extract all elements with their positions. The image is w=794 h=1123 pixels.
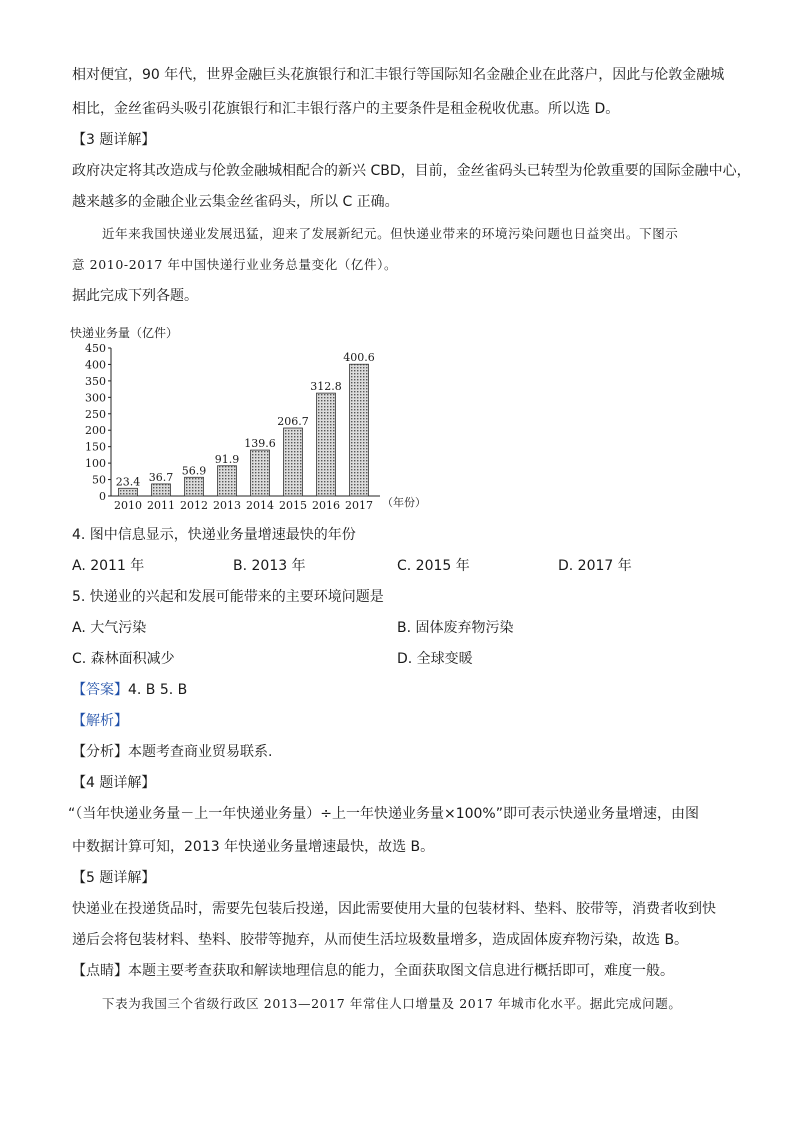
y-tick-label: 100 — [85, 457, 106, 471]
answer-text: 4. B 5. B — [128, 682, 188, 698]
analysis-heading: 【解析】 — [72, 713, 128, 729]
x-tick-label: 2017 — [345, 499, 373, 512]
x-tick-label: 2010 — [114, 499, 142, 512]
section-heading: 【5 题详解】 — [72, 870, 156, 886]
y-tick-label: 50 — [92, 473, 106, 487]
y-tick-label: 200 — [85, 424, 106, 438]
fenxi-text: 本题考查商业贸易联系. — [128, 744, 273, 760]
answer-line — [72, 681, 187, 699]
section-heading: 【4 题详解】 — [72, 775, 156, 791]
q5-option-d[interactable]: D. 全球变暖 — [397, 651, 473, 667]
y-tick-label: 150 — [85, 440, 106, 454]
q5-option-a[interactable]: A. 大气污染 — [72, 620, 147, 636]
fenxi-label: 【分析】 — [72, 744, 128, 760]
x-tick-label: 2014 — [246, 499, 274, 512]
section-heading: 【3 题详解】 — [72, 132, 156, 148]
q5-option-c[interactable]: C. 森林面积减少 — [72, 651, 175, 667]
y-tick-label: 0 — [99, 490, 106, 503]
y-tick-label: 300 — [85, 391, 106, 405]
instruction: 据此完成下列各题。 — [72, 288, 198, 304]
answer-label: 【答案】 — [72, 682, 128, 698]
x-tick-label: 2011 — [147, 499, 175, 512]
q4-option-d[interactable]: D. 2017 年 — [558, 558, 632, 574]
bar-value-label: 91.9 — [214, 452, 240, 466]
dianjing-text: 本题主要考查获取和解读地理信息的能力，全面获取图文信息进行概括即可，难度一般。 — [128, 963, 674, 979]
y-tick-label: 400 — [85, 358, 106, 372]
paragraph-line: 相比，金丝雀码头吸引花旗银行和汇丰银行落户的主要条件是租金税收优惠。所以选 D。 — [72, 101, 620, 117]
bar-2010 — [119, 488, 138, 496]
q4-option-c[interactable]: C. 2015 年 — [397, 558, 470, 574]
question-4-stem: 4. 图中信息显示，快递业务量增速最快的年份 — [72, 527, 356, 543]
y-tick-label: 450 — [85, 342, 106, 355]
dianjing-line — [72, 962, 674, 980]
x-tick-label: 2012 — [180, 499, 208, 512]
dianjing-label: 【点睛】 — [72, 963, 128, 979]
paragraph-line: 越来越多的金融企业云集金丝雀码头，所以 C 正确。 — [72, 194, 399, 210]
paragraph-line: 政府决定将其改造成与伦敦金融城相配合的新兴 CBD，目前，金丝雀码头已转型为伦敦重要的国际金融中心， — [72, 163, 751, 179]
footer-line: 下表为我国三个省级行政区 2013—2017 年常住人口增量及 2017 年城市化水平。据此完成问题。 — [102, 996, 682, 1011]
bar-2011 — [152, 484, 171, 496]
y-tick-label: 250 — [85, 407, 106, 421]
x-tick-label: 2015 — [279, 499, 307, 512]
bar-2014 — [251, 450, 270, 496]
paragraph-line: 相对便宜，90 年代，世界金融巨头花旗银行和汇丰银行等国际知名金融企业在此落户，因此与伦敦金融城 — [72, 67, 725, 83]
y-axis-label: 快递业务量（亿件） — [70, 326, 179, 340]
paragraph-line: “（当年快递业务量－上一年快递业务量）÷上一年快递业务量×100%”即可表示快递业务量增速，由图 — [68, 806, 699, 822]
q4-option-b[interactable]: B. 2013 年 — [233, 558, 306, 574]
q4-option-a[interactable]: A. 2011 年 — [72, 558, 145, 574]
bar-value-label: 400.6 — [343, 351, 375, 365]
bar-chart — [66, 322, 446, 518]
bar-value-label: 36.7 — [148, 470, 174, 484]
paragraph-line: 中数据计算可知，2013 年快递业务量增速最快，故选 B。 — [72, 839, 435, 855]
intro-line: 意 2010-2017 年中国快递行业业务总量变化（亿件）。 — [72, 257, 398, 272]
x-tick-label: 2016 — [312, 499, 340, 512]
bar-value-label: 206.7 — [277, 415, 309, 429]
analysis-fenxi — [72, 743, 272, 761]
paragraph-line: 快递业在投递货品时，需要先包装后投递，因此需要使用大量的包装材料、垫料、胶带等，消费者收到快 — [72, 901, 716, 917]
bar-2015 — [284, 428, 303, 496]
x-axis-label: （年份） — [382, 496, 426, 509]
bar-2017 — [350, 364, 369, 496]
question-5-stem: 5. 快递业的兴起和发展可能带来的主要环境问题是 — [72, 589, 384, 605]
intro-line: 近年来我国快递业发展迅猛，迎来了发展新纪元。但快递业带来的环境污染问题也日益突出。下图示 — [102, 226, 679, 241]
bar-value-label: 139.6 — [244, 437, 276, 451]
q5-option-b[interactable]: B. 固体废弃物污染 — [397, 620, 514, 636]
x-tick-label: 2013 — [213, 499, 241, 512]
bar-value-label: 312.8 — [310, 380, 342, 394]
bar-2013 — [218, 466, 237, 496]
y-tick-label: 350 — [85, 374, 106, 388]
bar-2016 — [317, 393, 336, 496]
bar-value-label: 23.4 — [115, 475, 141, 489]
bar-value-label: 56.9 — [181, 464, 207, 478]
bar-2012 — [185, 477, 204, 496]
paragraph-line: 递后会将包装材料、垫料、胶带等抛弃，从而使生活垃圾数量增多，造成固体废弃物污染，故选 B。 — [72, 932, 689, 948]
